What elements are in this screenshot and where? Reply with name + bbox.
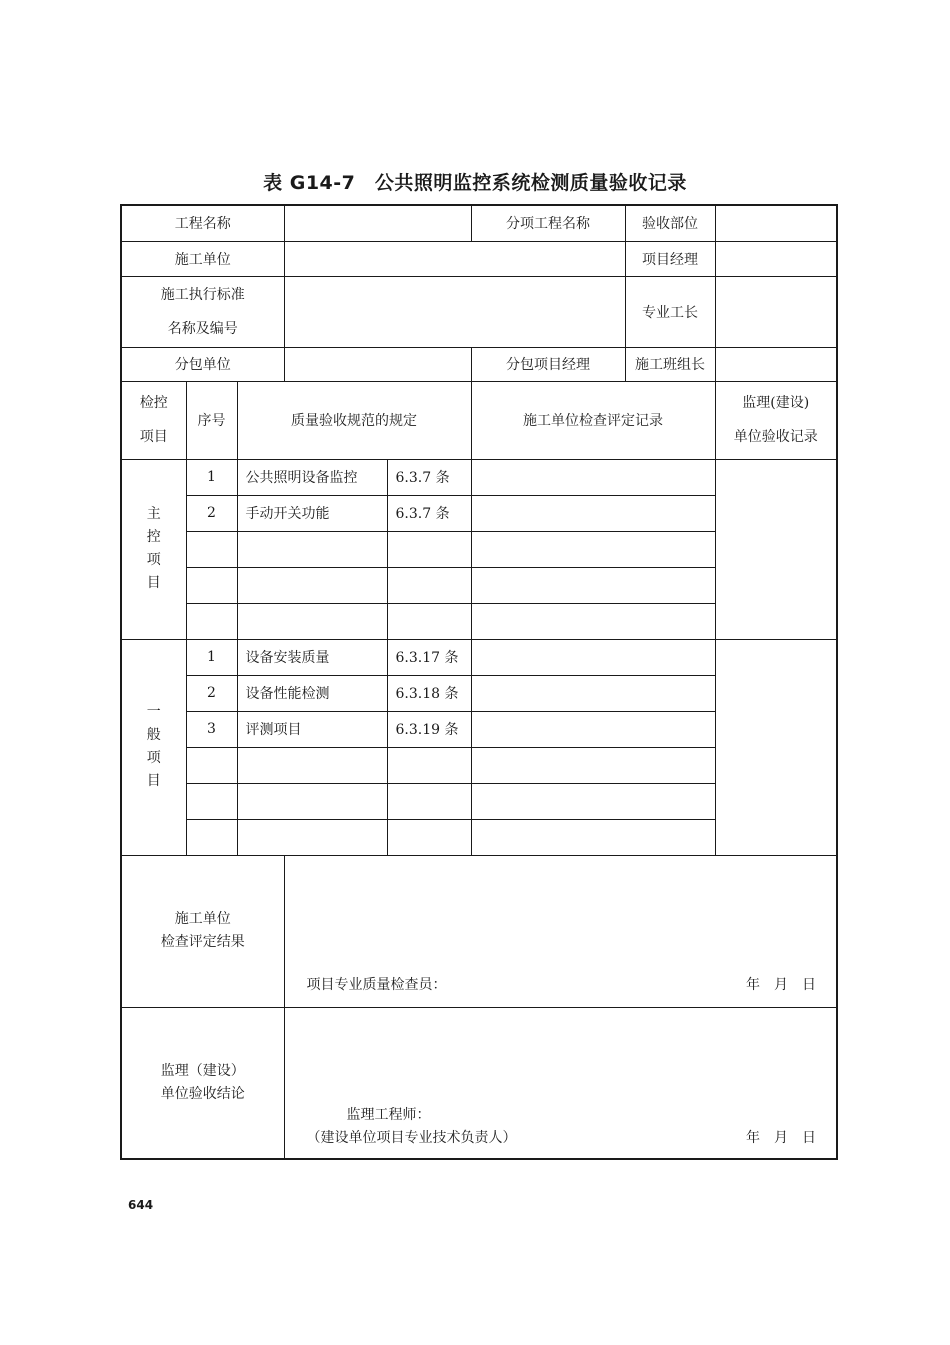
item-name: 评测项目 (237, 711, 387, 747)
item-name (237, 531, 387, 567)
item-seq: 3 (186, 711, 237, 747)
item-clause: 6.3.7 条 (387, 495, 471, 531)
page-number: 644 (128, 1198, 154, 1212)
item-clause: 6.3.19 条 (387, 711, 471, 747)
item-clause (387, 567, 471, 603)
item-seq: 1 (186, 639, 237, 675)
general-supervisor-field[interactable] (715, 639, 837, 855)
item-name (237, 819, 387, 855)
header-row-project (121, 205, 837, 241)
team-leader-field[interactable] (715, 347, 837, 381)
acceptance-part-field[interactable] (715, 205, 837, 241)
item-seq (186, 531, 237, 567)
standard-label: 施工执行标准 名称及编号 (121, 276, 284, 347)
header-row-contractor (121, 241, 837, 276)
item-record-field[interactable] (471, 531, 715, 567)
item-clause: 6.3.7 条 (387, 459, 471, 495)
item-clause (387, 783, 471, 819)
item-seq (186, 567, 237, 603)
col-category: 检控 项目 (121, 381, 186, 459)
item-seq: 2 (186, 675, 237, 711)
project-name-label: 工程名称 (121, 205, 284, 241)
column-header-row (121, 381, 837, 459)
subcontractor-label: 分包单位 (121, 347, 284, 381)
item-record-field[interactable] (471, 567, 715, 603)
contractor-date: 年 月 日 (746, 976, 817, 993)
form-title: 表 G14-7 公共照明监控系统检测质量验收记录 (263, 172, 687, 194)
contractor-result-row (121, 855, 837, 1007)
main-items-label: 主 控 项 目 (121, 459, 186, 639)
item-name: 设备性能检测 (237, 675, 387, 711)
project-manager-field[interactable] (715, 241, 837, 276)
main-item-row (121, 459, 837, 495)
item-clause (387, 531, 471, 567)
sub-project-label: 分项工程名称 (471, 205, 625, 241)
item-record-field[interactable] (471, 747, 715, 783)
standard-field[interactable] (284, 276, 625, 347)
col-supervisor: 监理(建设) 单位验收记录 (715, 381, 837, 459)
project-manager-label: 项目经理 (625, 241, 715, 276)
header-row-standard (121, 276, 837, 347)
item-record-field[interactable] (471, 495, 715, 531)
item-clause: 6.3.17 条 (387, 639, 471, 675)
general-items-label: 一 般 项 目 (121, 639, 186, 855)
item-seq: 1 (186, 459, 237, 495)
item-seq (186, 783, 237, 819)
item-seq (186, 819, 237, 855)
contractor-field[interactable] (284, 241, 625, 276)
item-clause (387, 819, 471, 855)
inspector-label: 项目专业质量检查员： (306, 976, 447, 993)
subcontractor-field[interactable] (284, 347, 471, 381)
item-name: 手动开关功能 (237, 495, 387, 531)
acceptance-part-label: 验收部位 (625, 205, 715, 241)
sub-manager-label: 分包项目经理 (471, 347, 625, 381)
item-record-field[interactable] (471, 711, 715, 747)
item-seq (186, 603, 237, 639)
item-name: 设备安装质量 (237, 639, 387, 675)
main-supervisor-field[interactable] (715, 459, 837, 639)
quality-acceptance-form (120, 204, 838, 1160)
contractor-label: 施工单位 (121, 241, 284, 276)
engineer-label: 监理工程师： (346, 1106, 431, 1123)
item-record-field[interactable] (471, 639, 715, 675)
col-seq: 序号 (186, 381, 237, 459)
item-clause (387, 603, 471, 639)
item-seq: 2 (186, 495, 237, 531)
item-clause: 6.3.18 条 (387, 675, 471, 711)
col-spec: 质量验收规范的规定 (237, 381, 471, 459)
project-name-field[interactable] (284, 205, 471, 241)
foreman-label: 专业工长 (625, 276, 715, 347)
col-contractor-record: 施工单位检查评定记录 (471, 381, 715, 459)
item-record-field[interactable] (471, 603, 715, 639)
item-record-field[interactable] (471, 783, 715, 819)
supervisor-result-row (121, 1007, 837, 1159)
team-leader-label: 施工班组长 (625, 347, 715, 381)
owner-rep-label: （建设单位项目专业技术负责人） (306, 1129, 517, 1146)
item-record-field[interactable] (471, 459, 715, 495)
foreman-field[interactable] (715, 276, 837, 347)
contractor-result-field[interactable] (284, 855, 837, 1007)
item-name (237, 783, 387, 819)
header-row-subcontractor (121, 347, 837, 381)
item-record-field[interactable] (471, 675, 715, 711)
general-item-row (121, 639, 837, 675)
item-name: 公共照明设备监控 (237, 459, 387, 495)
supervisor-date: 年 月 日 (746, 1129, 817, 1146)
contractor-result-label: 施工单位 检查评定结果 (121, 855, 284, 1007)
supervisor-result-field[interactable] (284, 1007, 837, 1159)
supervisor-result-label: 监理（建设） 单位验收结论 (121, 1007, 284, 1159)
item-name (237, 567, 387, 603)
item-name (237, 603, 387, 639)
item-record-field[interactable] (471, 819, 715, 855)
item-seq (186, 747, 237, 783)
item-name (237, 747, 387, 783)
item-clause (387, 747, 471, 783)
